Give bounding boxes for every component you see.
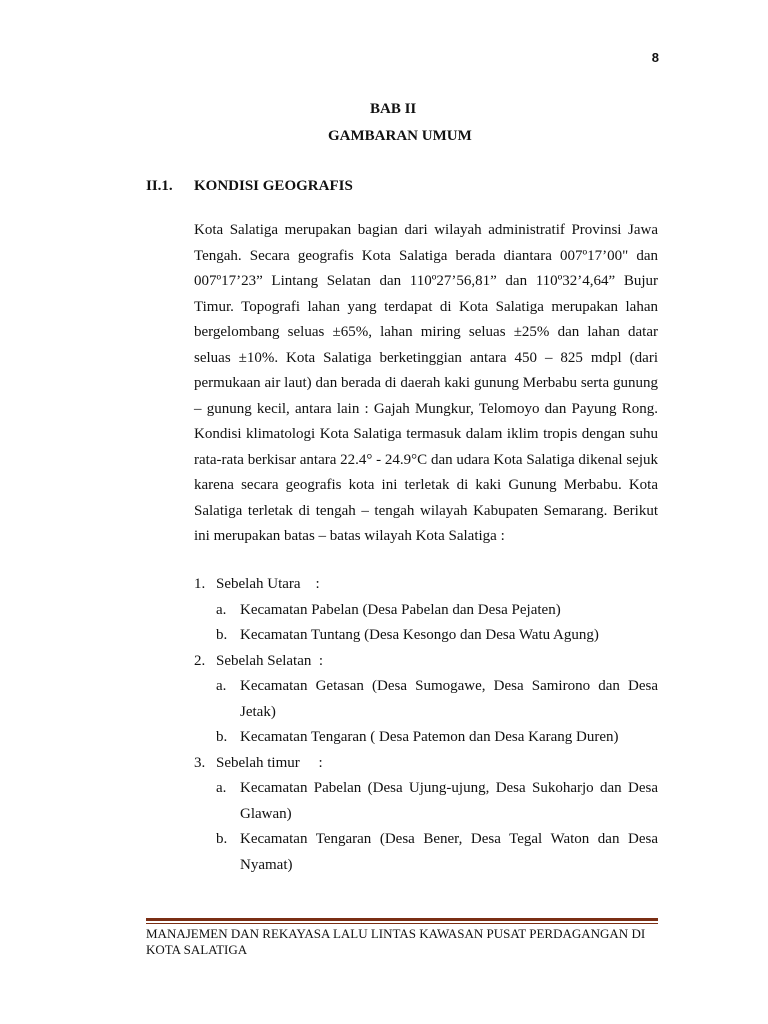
chapter-label: BAB II (370, 101, 417, 117)
sub-list-marker: b. (216, 627, 228, 643)
sub-list (194, 776, 658, 878)
sub-list-item (216, 674, 658, 725)
list-marker: 3. (194, 754, 206, 771)
section-heading (146, 178, 353, 195)
sub-list-item (216, 598, 658, 624)
list-item (194, 751, 658, 777)
sub-list-marker: b. (216, 831, 228, 847)
sub-list-marker: a. (216, 601, 227, 618)
section-number: II.1. (146, 178, 173, 194)
sub-list-item (216, 776, 658, 827)
footer-text (146, 926, 658, 958)
sub-list-text: Kecamatan Tengaran (Desa Bener, Desa Tegal Waton dan Desa Nyamat) (240, 831, 658, 873)
body-paragraph: Kota Salatiga merupakan bagian dari wilayah administratif Provinsi Jawa Tengah. Secara geografis Kota Salatiga berada diantara 007º17’00" dan 007º17’23” Lintang Selatan dan 110º27’56,81” dan 110º32’4,64” Bujur Timur. Topografi lahan yang terdapat di Kota Salatiga merupakan lahan bergelombang seluas ±65%, lahan miring seluas ±25% dan lahan datar seluas ±10%. Kota Salatiga berketinggian antara 450 – 825 mdpl (dari permukaan air laut) dan berada di daerah kaki gunung Merbabu serta gunung – gunung kecil, antara lain : Gajah Mungkur, Telomoyo dan Payung Rong. Kondisi klimatologi Kota Salatiga termasuk dalam iklim tropis dengan suhu rata-rata berkisar antara 22.4° - 24.9°C dan udara Kota Salatiga dikenal sejuk karena secara geografis kota ini terletak di kaki Gunung Merbabu. Kota Salatiga terletak di tengah – tengah wilayah Kabupaten Semarang. Berikut ini merupakan batas – batas wilayah Kota Salatiga : (194, 222, 658, 544)
sub-list-text: Kecamatan Tengaran ( Desa Patemon dan Desa Karang Duren) (240, 729, 619, 745)
sub-list-item (216, 827, 658, 878)
page-number: 8 (651, 50, 659, 65)
footer-rule-thin (146, 923, 658, 924)
sub-list-item (216, 725, 658, 751)
sub-list-text: Kecamatan Tuntang (Desa Kesongo dan Desa Watu Agung) (240, 627, 599, 643)
footer-rule-thick (146, 918, 658, 921)
section-title: KONDISI GEOGRAFIS (194, 178, 353, 194)
sub-list-text: Kecamatan Pabelan (Desa Ujung-ujung, Desa Sukoharjo dan Desa Glawan) (240, 780, 658, 822)
sub-list-marker: a. (216, 780, 227, 796)
sub-list-marker: a. (216, 678, 227, 694)
footer-line-1: MANAJEMEN DAN REKAYASA LALU LINTAS KAWASAN PUSAT PERDAGANGAN DI (146, 926, 646, 941)
sub-list-item (216, 623, 658, 649)
sub-list-text: Kecamatan Pabelan (Desa Pabelan dan Desa Pejaten) (240, 601, 561, 618)
list-item (194, 572, 658, 598)
sub-list-marker: b. (216, 729, 228, 745)
footer-rule (146, 918, 658, 924)
list-item-label: Sebelah Utara : (216, 576, 320, 592)
footer-line-2: KOTA SALATIGA (146, 942, 248, 957)
list-item-label: Sebelah timur : (216, 754, 323, 771)
body-paragraph-block (194, 218, 658, 550)
list-item-label: Sebelah Selatan : (216, 652, 324, 669)
list-marker: 1. (194, 576, 206, 592)
boundary-list (194, 572, 658, 878)
list-marker: 2. (194, 652, 206, 669)
chapter-title: GAMBARAN UMUM (328, 128, 472, 144)
sub-list-text: Kecamatan Getasan (Desa Sumogawe, Desa Samirono dan Desa Jetak) (240, 678, 658, 720)
sub-list (194, 674, 658, 751)
list-item (194, 649, 658, 675)
sub-list (194, 598, 658, 649)
